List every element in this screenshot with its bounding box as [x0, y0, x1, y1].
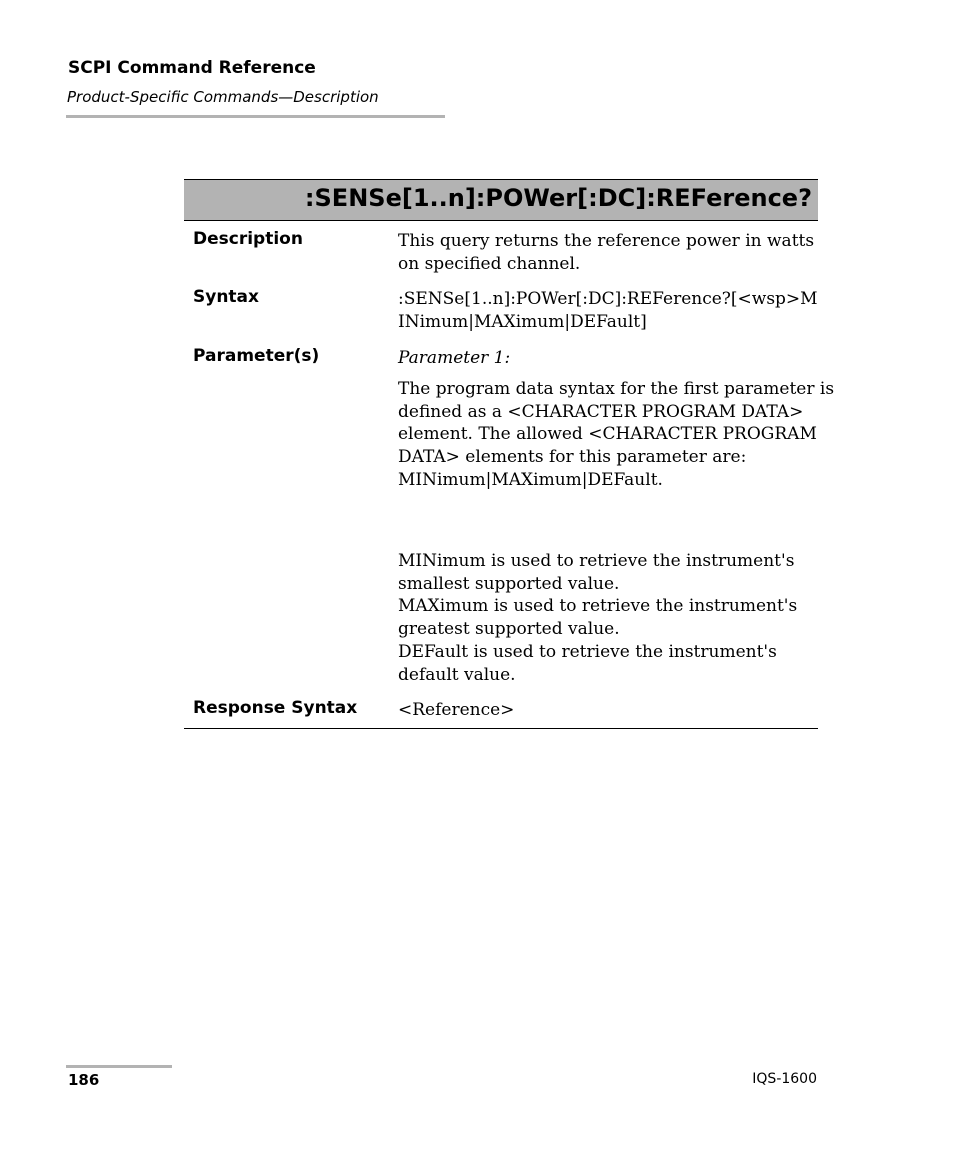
- parameter-line: DATA> elements for this parameter are:: [398, 447, 747, 468]
- parameter-line: The program data syntax for the first parameter is: [398, 379, 835, 399]
- syntax-label: Syntax: [193, 287, 259, 307]
- page-number: 186: [68, 1071, 100, 1089]
- syntax-line: INimum|MAXimum|DEFault]: [398, 311, 647, 332]
- parameters-label: Parameter(s): [193, 346, 320, 366]
- command-title-bar: [184, 179, 818, 221]
- parameter-heading: Parameter 1:: [398, 348, 511, 368]
- command-title: :SENSe[1..n]:POWer[:DC]:REFerence?: [304, 184, 812, 212]
- parameter-values-description: [398, 550, 818, 686]
- response-syntax-value: <Reference>: [398, 700, 515, 720]
- description-line: This query returns the reference power in watts: [398, 231, 815, 251]
- parameter-line: default value.: [398, 664, 516, 685]
- running-header-subtitle: Product-Specific Commands—Description: [67, 88, 379, 106]
- parameter-line: element. The allowed <CHARACTER PROGRAM: [398, 424, 817, 445]
- syntax-line: :SENSe[1..n]:POWer[:DC]:REFerence?[<wsp>M: [398, 289, 818, 309]
- parameter-description: [398, 378, 835, 492]
- parameter-line: MINimum|MAXimum|DEFault.: [398, 469, 663, 490]
- footer-rule: [66, 1065, 172, 1068]
- parameter-line: defined as a <CHARACTER PROGRAM DATA>: [398, 401, 804, 422]
- description-text: [398, 230, 818, 275]
- response-syntax-label: Response Syntax: [193, 698, 358, 718]
- table-bottom-rule: [184, 728, 818, 729]
- parameter-line: smallest supported value.: [398, 573, 620, 594]
- parameter-line: MINimum is used to retrieve the instrument's: [398, 551, 795, 571]
- header-rule: [66, 115, 445, 118]
- description-line: on specified channel.: [398, 253, 581, 274]
- running-header-title: SCPI Command Reference: [68, 58, 316, 78]
- description-label: Description: [193, 229, 303, 249]
- parameter-line: DEFault is used to retrieve the instrument's: [398, 641, 777, 662]
- parameter-line: MAXimum is used to retrieve the instrument's: [398, 596, 798, 617]
- syntax-text: [398, 288, 818, 333]
- product-name: IQS-1600: [752, 1071, 817, 1087]
- parameter-line: greatest supported value.: [398, 619, 620, 640]
